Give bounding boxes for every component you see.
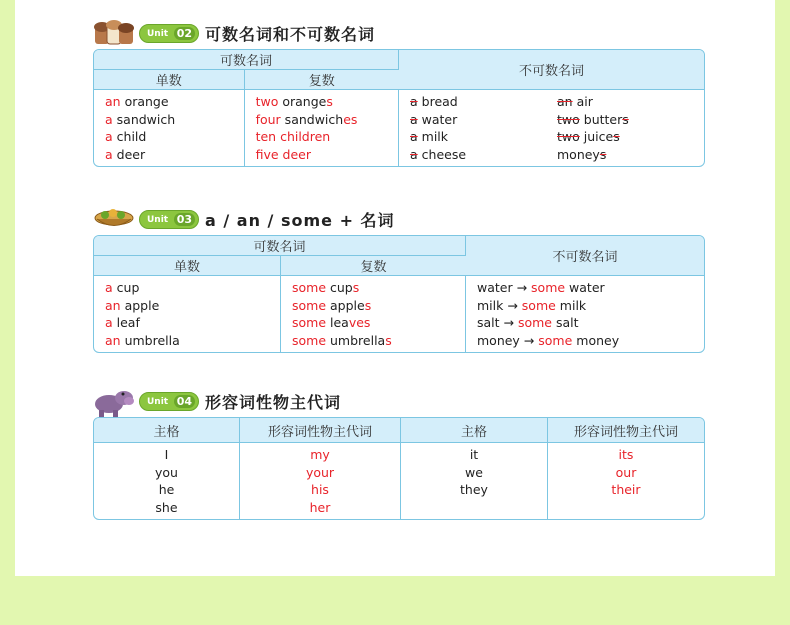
list-item: a water [410,111,458,127]
list-item: his [311,482,329,497]
list-item: he [158,482,175,497]
possessive-cell [548,443,704,519]
page [15,0,775,576]
list-item: two butters [557,111,629,127]
list-item: their [611,482,641,497]
uncountable-cell [466,276,704,352]
list-item: ten children [255,129,331,144]
possessive-cell [240,443,401,519]
header-subject: 主格 [94,418,240,443]
header-subject: 主格 [401,418,548,443]
header-uncountable: 不可数名词 [399,50,704,90]
list-item: two juices [557,129,620,144]
header-plural: 复数 [245,70,399,90]
list-item: some apples [292,297,372,313]
header-singular: 单数 [94,256,281,276]
list-item: her [309,499,331,515]
list-item: she [155,499,178,515]
unit-title: 可数名词和不可数名词 [205,25,376,44]
header-countable: 可数名词 [94,236,466,256]
plural-cell [281,276,466,352]
unit-badge: Unit 02 [139,24,199,43]
unit-number: 04 [174,395,195,408]
list-item: milk → some milk [477,297,587,313]
list-item: a sandwich [105,111,176,127]
list-item: an air [557,94,593,109]
list-item: some leaves [292,315,371,330]
possessive-pronoun-table [93,417,705,520]
unit-number: 03 [174,213,195,226]
unit-badge: Unit 04 [139,392,199,411]
subject-cell [401,443,548,519]
singular-cell [94,276,281,352]
list-item: our [615,464,637,480]
list-item: a deer [105,146,146,162]
list-item: its [618,447,634,462]
list-item: I [164,447,169,462]
list-item: two oranges [255,94,333,109]
unit-04-header [15,382,715,416]
list-item: water → some water [477,280,605,295]
list-item: an umbrella [105,332,180,348]
unit-03-header [15,200,715,234]
unit-title: a / an / some + 名词 [205,211,395,230]
unit-badge: Unit 03 [139,210,199,229]
plural-cell [245,90,399,166]
unit-number: 02 [174,27,195,40]
list-item: moneys [557,146,607,162]
header-singular: 单数 [94,70,245,90]
list-item: we [465,464,483,480]
list-item: a cup [105,280,140,295]
header-countable: 可数名词 [94,50,399,70]
list-item: a cheese [410,146,467,162]
list-item: your [305,464,335,480]
countable-uncountable-table [93,49,705,167]
header-possessive: 形容词性物主代词 [240,418,401,443]
list-item: my [310,447,330,462]
bread-icon [93,18,135,46]
singular-cell [94,90,245,166]
list-item: an orange [105,94,169,109]
list-item: they [460,482,488,497]
list-item: salt → some salt [477,315,579,330]
unit-02-header [15,14,715,48]
list-item: an apple [105,297,160,313]
hippo-icon [93,386,135,418]
header-plural: 复数 [281,256,466,276]
basket-icon [93,204,135,232]
list-item: you [155,464,178,480]
list-item: a milk [410,129,449,144]
list-item: some umbrellas [292,332,392,348]
subject-cell [94,443,240,519]
uncountable-cell [399,90,704,166]
header-possessive: 形容词性物主代词 [548,418,704,443]
list-item: four sandwiches [255,111,358,127]
header-uncountable: 不可数名词 [466,236,704,276]
list-item: it [469,447,479,462]
list-item: a leaf [105,315,140,330]
list-item: a child [105,129,147,144]
articles-some-table [93,235,705,353]
list-item: a bread [410,94,458,109]
unit-title: 形容词性物主代词 [205,393,342,412]
list-item: some cups [292,280,360,295]
list-item: five deer [255,146,311,162]
list-item: money → some money [477,332,620,348]
